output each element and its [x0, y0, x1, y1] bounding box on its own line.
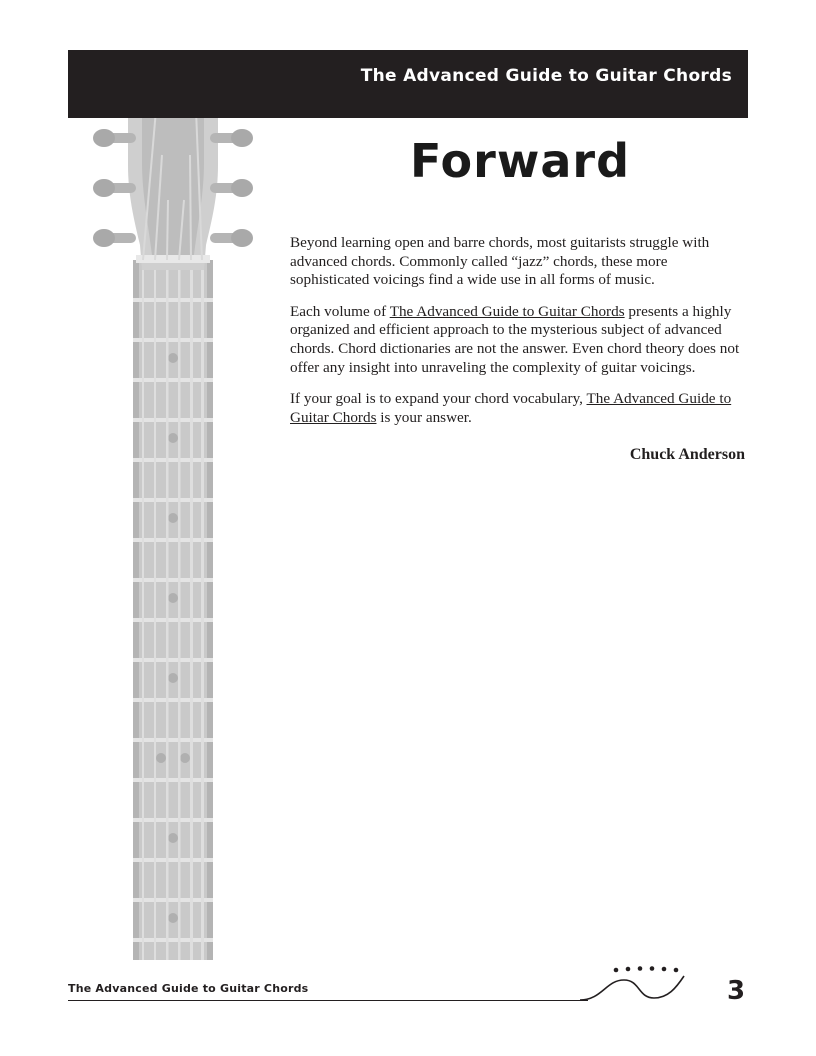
book-title-reference: The Advanced Guide to Guitar Chords — [290, 390, 732, 426]
paragraph-1 — [290, 234, 745, 290]
book-title-reference: The Advanced Guide to Guitar Chords — [389, 302, 625, 320]
paragraph-3-text-b: is your answer. — [376, 408, 472, 426]
page-title: Forward — [410, 134, 630, 188]
paragraph-1-text: Beyond learning open and barre chords, most guitarists struggle with advanced chords. Commonly called “jazz” chords, these more sophisticated voicings find a wide use in all forms of music. — [290, 234, 710, 289]
paragraph-2 — [290, 303, 745, 377]
footer-swoosh-ornament — [580, 960, 690, 1008]
paragraph-3 — [290, 390, 745, 427]
paragraph-2-text-a: Each volume of — [290, 302, 390, 320]
footer-rule — [68, 1000, 588, 1001]
page-number: 3 — [726, 976, 746, 1006]
footer-title: The Advanced Guide to Guitar Chords — [68, 982, 309, 995]
paragraph-2-text-b: presents a highly organized and efficient approach to the mysterious subject of advanced chords. Chord dictionaries are not the answer. Even chord theory does not offer any insight into unraveling the complexity of guitar voicings. — [290, 302, 740, 376]
header-title: The Advanced Guide to Guitar Chords — [360, 66, 732, 86]
guitar-neck-headstock-illustration — [84, 55, 259, 960]
author-signature: Chuck Anderson — [629, 446, 745, 463]
paragraph-3-text-a: If your goal is to expand your chord vocabulary, — [290, 390, 587, 408]
body-copy — [290, 234, 745, 440]
header-band — [68, 50, 748, 118]
